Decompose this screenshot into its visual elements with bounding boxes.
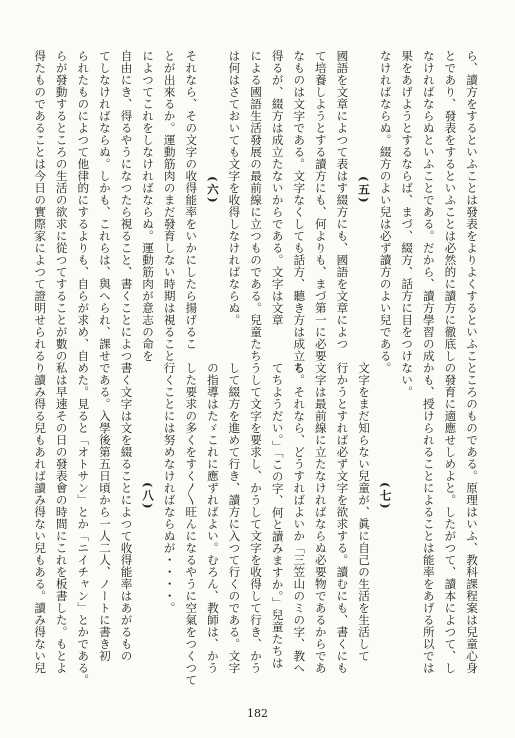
text-column: ら、讀方をするといふことは發表をよりよくするといふこ bbox=[465, 50, 479, 362]
text-column: の發育に適應せしめよと。したがつて、讀本によつて、し bbox=[443, 362, 458, 674]
text-column: かも、授けられることによることは能率をあげる所以では bbox=[421, 362, 436, 674]
text-column: なければならぬ。綴方のよい兒は必ず讀方のよい兒である。 bbox=[378, 50, 393, 374]
section-heading-7: (七) bbox=[378, 481, 393, 511]
text-column: によつてこれをしなければならぬ。運動筋肉が意志の命を bbox=[141, 50, 156, 362]
text-column: とが出來るか。運動筋肉のまだ發育しない時期は視ること bbox=[162, 50, 177, 362]
text-column: 文字をまだ知らない兒童が、眞に自己の生活を生活して bbox=[357, 362, 372, 662]
text-column: の指導はたゞこれに應ずればよい。むろん、教師は、かう bbox=[205, 362, 220, 674]
text-column: 得るが、綴方は成立たないからである。文字は文章 bbox=[270, 50, 285, 326]
text-column: した要求の多くをすく〳〵旺んになるやうに空氣をつくつて bbox=[184, 362, 199, 686]
text-column: による國語生活發展の最前線に立つものである。兒童たち bbox=[249, 50, 264, 362]
section-heading-5: (五) bbox=[357, 175, 372, 205]
text-column: らが發動するところの生活の欲求に從つてすることが數の bbox=[54, 50, 69, 362]
text-column: である。入學後第五日頃から一人二人、ノートに書き初 bbox=[97, 362, 112, 662]
text-column: られたものによつて他律的にするよりも、自らが求め、自 bbox=[76, 50, 91, 362]
text-column: 自由にき、得るやうになつたら視ること、書くことによつ bbox=[119, 50, 134, 362]
text-column: は何はさておいても文字を收得しなければならぬ。 bbox=[227, 50, 242, 326]
text-column: てしなければならぬ。しかも、これらは、與へられ、課せ bbox=[97, 50, 112, 362]
text-column: 果をあげようとするならば、まづ、綴方、話方に目をつけ bbox=[400, 50, 415, 362]
text-column: 行くことには努めなければならぬが・・・・。 bbox=[162, 362, 177, 614]
text-column: てちようだい。」「この字、何と讀みますか。」兒童たちは bbox=[270, 362, 285, 669]
text-column: る。それなら、どうすればよいか「三笠山のミの字、教へ bbox=[292, 362, 307, 674]
text-column: り讀み得る兒もあれば讀み得ない兒もある。讀み得ない兒 bbox=[33, 362, 48, 674]
text-column: 行かうとすれば必ず文字を欲求する。讀むにも、書くにも bbox=[335, 362, 350, 674]
text-column: うして文字を要求し、かうして文字を收得して行き、かう bbox=[249, 362, 264, 674]
text-column: ところのものである。原理はいふ、教科課程案は兒童心身 bbox=[465, 362, 479, 674]
lower-text-band bbox=[29, 362, 482, 686]
page-number: 182 bbox=[247, 707, 268, 720]
text-column: 得たものであることは今日の實際家によつて證明せられる bbox=[33, 50, 48, 362]
section-heading-6: (六) bbox=[205, 175, 220, 205]
text-column: それなら、その文字の收得能率をいかにしたら揚げるこ bbox=[184, 50, 199, 350]
text-column: 書く文字は文を綴ることによつて收得能率はあがるもの bbox=[119, 362, 134, 662]
text-column: なければならぬといふことである。だから、讀方學習の成 bbox=[421, 50, 436, 362]
upper-text-band bbox=[29, 50, 482, 374]
section-heading-8: (八) bbox=[141, 481, 156, 511]
text-column: なものは文字である。文字なくしても話方、聽き方は成立ち bbox=[292, 50, 307, 374]
text-column: 私は早速その日の發表會の時間にこれを板書した。もとよ bbox=[54, 362, 69, 674]
text-column: 國語を文章によつて表はす綴方にも、國語を文章によつ bbox=[335, 50, 350, 350]
text-column: めた。見ると「オトサン」とか「ニイチャン」とかである。 bbox=[76, 362, 91, 686]
text-column: て培養しようとする讀方にも、何よりも、まづ第一に必要 bbox=[313, 50, 328, 362]
text-column: とであり、發表をするといふことは必然的に讀方に徹底し bbox=[443, 50, 458, 362]
text-column: して綴方を進めて行き、讀方に入つて行くのである。文字 bbox=[227, 362, 242, 674]
text-column: 文字は最前線に立たなければならぬ必要物であるからであ bbox=[313, 362, 328, 674]
text-column: ない。 bbox=[400, 362, 415, 398]
